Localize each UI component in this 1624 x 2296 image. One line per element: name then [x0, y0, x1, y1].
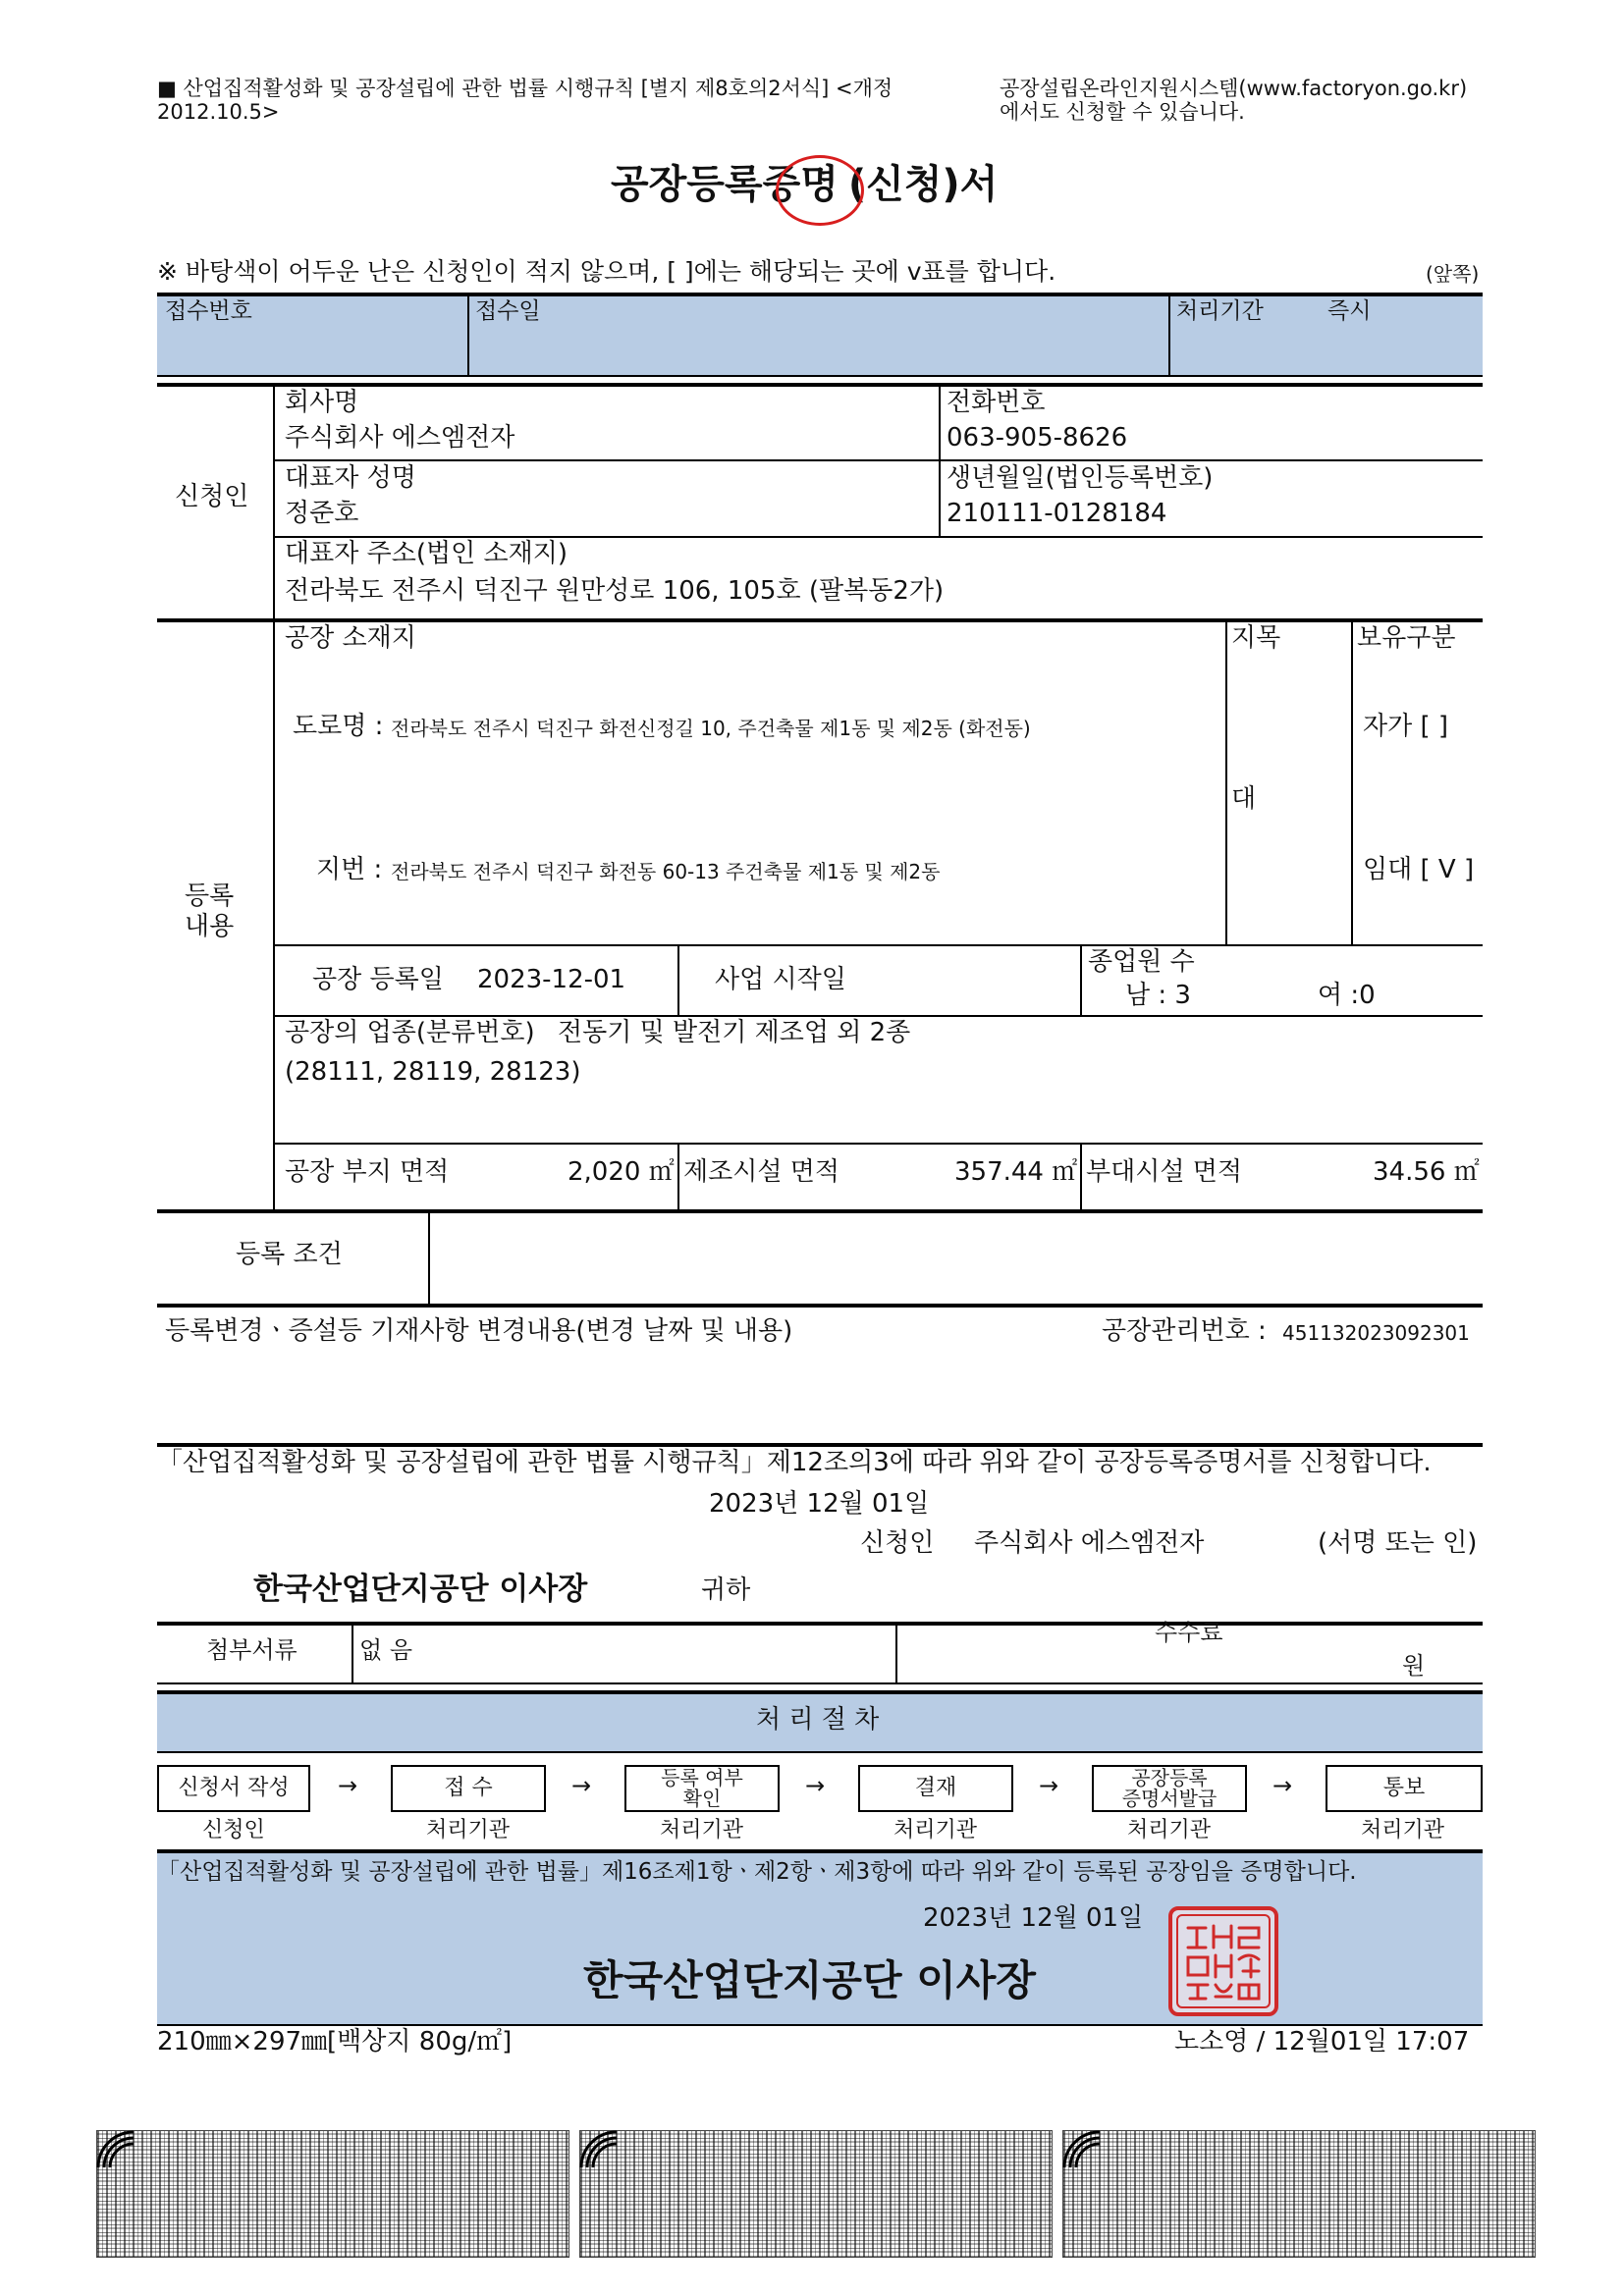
addressee: 한국산업단지공단 이사장	[253, 1572, 588, 1607]
row-line	[273, 1143, 1483, 1145]
registration-top-line	[157, 618, 1483, 622]
form-reference	[157, 77, 893, 124]
red-circle-mark	[776, 155, 864, 226]
auxiliary-area-label: 부대시설 면적	[1086, 1157, 1242, 1187]
step-application: 신청서 작성	[157, 1765, 310, 1812]
changes-label: 등록변경ㆍ증설등 기재사항 변경내용(변경 날짜 및 내용)	[165, 1316, 793, 1346]
divider	[428, 1213, 430, 1304]
road-address-label: 도로명 :	[293, 712, 384, 741]
row-line	[273, 1015, 1483, 1017]
certification-text: 「산업집적활성화 및 공장설립에 관한 법률」제16조제1항ㆍ제2항ㆍ제3항에 따라 위와 같이 등록된 공장임을 증명합니다.	[157, 1859, 1357, 1885]
step-actor: 처리기관	[1127, 1818, 1212, 1842]
notice-text: ※ 바탕색이 어두운 난은 신청인이 적지 않으며, [ ]에는 해당되는 곳에 v표를 합니다.	[157, 257, 1056, 286]
representative-value: 정준호	[285, 499, 359, 528]
employees-male: 남 : 3	[1125, 981, 1191, 1010]
step-issuance: 공장등록 증명서발급	[1092, 1765, 1247, 1812]
industry-codes: (28111, 28119, 28123)	[285, 1057, 581, 1087]
lot-address-value: 전라북도 전주시 덕진구 화전동 60-13 주건축물 제1동 및 제2동	[391, 860, 941, 883]
step-receipt: 접 수	[391, 1765, 546, 1812]
applicant-top-line	[157, 383, 1483, 387]
receipt-shaded-area	[157, 296, 1483, 375]
signature-note: (서명 또는 인)	[1318, 1528, 1478, 1558]
divider	[273, 622, 275, 1209]
arrow-icon: →	[571, 1772, 592, 1799]
registration-date-label: 공장 등록일	[312, 965, 444, 994]
factory-location-label: 공장 소재지	[285, 623, 416, 653]
arrow-icon: →	[1039, 1772, 1059, 1799]
online-notice-line2: 에서도 신청할 수 있습니다.	[1000, 100, 1245, 125]
fee-unit: 원	[1402, 1652, 1426, 1680]
ownership-label: 보유구분	[1357, 623, 1456, 653]
title-part1: 공장등록	[611, 162, 763, 207]
applicant-sign-value: 주식회사 에스엠전자	[974, 1528, 1205, 1558]
divider	[677, 946, 679, 1015]
processing-period-label: 처리기간	[1176, 298, 1264, 324]
attachments-bottom-line	[157, 1682, 1483, 1684]
conditions-bottom-line	[157, 1304, 1483, 1308]
business-start-label: 사업 시작일	[715, 965, 846, 994]
lot-address-label: 지번 :	[316, 855, 383, 884]
arrow-icon: →	[338, 1772, 358, 1799]
ownership-lease-option: 임대 [ V ]	[1363, 855, 1475, 884]
birth-regno-value: 210111-0128184	[947, 499, 1167, 528]
applicant-sign-label: 신청인	[860, 1528, 935, 1558]
address-value: 전라북도 전주시 덕진구 원만성로 106, 105호 (팔복동2가)	[285, 576, 945, 606]
auxiliary-area-value: 34.56 ㎡	[1373, 1157, 1480, 1187]
manufacturing-area-label: 제조시설 면적	[683, 1157, 839, 1187]
applicant-section-label: 신청인	[175, 482, 249, 511]
employees-female: 여 :0	[1318, 981, 1376, 1010]
registration-label-line1: 등록	[185, 881, 235, 911]
management-number-label: 공장관리번호 :	[1102, 1316, 1267, 1346]
registration-label-line2: 내용	[185, 912, 235, 942]
divider	[677, 1145, 679, 1209]
row-line	[273, 536, 1483, 538]
fee-label: 수수료	[1155, 1619, 1223, 1646]
procedure-line	[157, 1751, 1483, 1753]
conditions-top-line	[157, 1209, 1483, 1213]
declaration-top-line	[157, 1443, 1483, 1447]
divider	[939, 387, 941, 536]
receipt-number-label: 접수번호	[165, 298, 252, 324]
attachments-label: 첨부서류	[206, 1636, 298, 1664]
registration-section-label	[185, 881, 234, 942]
management-number-value: 451132023092301	[1282, 1321, 1470, 1345]
barcode-corner-mark	[579, 2130, 619, 2169]
phone-label: 전화번호	[947, 388, 1046, 417]
page-side-label: (앞쪽)	[1426, 262, 1480, 286]
addressee-honorific: 귀하	[701, 1575, 751, 1605]
land-category-label: 지목	[1231, 623, 1281, 653]
certification-date: 2023년 12월 01일	[923, 1903, 1144, 1933]
official-seal	[1168, 1906, 1278, 2016]
divider	[273, 387, 275, 618]
step-actor: 신청인	[202, 1818, 265, 1842]
registration-date-value: 2023-12-01	[477, 965, 626, 994]
arrow-icon: →	[1272, 1772, 1293, 1799]
phone-value: 063-905-8626	[947, 423, 1128, 453]
road-address-value: 전라북도 전주시 덕진구 화전신정길 10, 주건축물 제1동 및 제2동 (화전동)	[391, 717, 1031, 740]
receipt-bottom-line	[157, 375, 1483, 377]
title-circled: 증명	[762, 162, 839, 207]
registration-conditions-label: 등록 조건	[236, 1240, 343, 1269]
declaration-text: 「산업집적활성화 및 공장설립에 관한 법률 시행규칙」제12조의3에 따라 위와 같이 공장등록증명서를 신청합니다.	[157, 1448, 1432, 1477]
employees-label: 종업원 수	[1088, 947, 1195, 977]
step-actor: 처리기관	[893, 1818, 978, 1842]
step-approval: 결재	[858, 1765, 1013, 1812]
document-barcode-1	[96, 2130, 569, 2258]
manufacturing-area-value: 357.44 ㎡	[954, 1157, 1078, 1187]
representative-label: 대표자 성명	[285, 463, 416, 493]
step-actor: 처리기관	[426, 1818, 511, 1842]
arrow-icon: →	[805, 1772, 826, 1799]
ownership-own-option: 자가 [ ]	[1363, 712, 1449, 741]
divider	[352, 1626, 353, 1682]
receipt-date-label: 접수일	[475, 298, 541, 324]
divider	[1225, 622, 1227, 944]
industry-label: 공장의 업종(분류번호)	[285, 1018, 535, 1047]
step-actor: 처리기관	[1361, 1818, 1445, 1842]
document-barcode-2	[579, 2130, 1053, 2258]
birth-regno-label: 생년월일(법인등록번호)	[947, 463, 1214, 493]
divider	[1168, 296, 1170, 375]
address-label: 대표자 주소(법인 소재지)	[285, 539, 568, 568]
step-review: 등록 여부 확인	[624, 1765, 780, 1812]
printed-by: 노소영 / 12월01일 17:07	[1174, 2027, 1470, 2056]
processing-period-value: 즉시	[1327, 298, 1372, 324]
document-barcode-3	[1062, 2130, 1536, 2258]
divider	[1351, 622, 1353, 944]
online-notice-line1: 공장설립온라인지원시스템(www.factoryon.go.kr)	[1000, 77, 1468, 100]
procedure-title: 처 리 절 차	[756, 1705, 880, 1735]
declaration-date: 2023년 12월 01일	[709, 1489, 930, 1519]
seal-glyphs	[1182, 1920, 1265, 2002]
divider	[1080, 946, 1082, 1015]
company-name-label: 회사명	[285, 388, 359, 417]
site-area-label: 공장 부지 면적	[285, 1157, 450, 1187]
divider	[467, 296, 469, 375]
paper-spec: 210㎜×297㎜[백상지 80g/㎡]	[157, 2027, 513, 2056]
certification-bottom-line	[157, 2024, 1483, 2026]
divider	[895, 1626, 897, 1682]
barcode-corner-mark	[1062, 2130, 1102, 2169]
form-reference-line2: 2012.10.5>	[157, 100, 280, 125]
attachments-top-line	[157, 1622, 1483, 1626]
step-notification: 통보	[1326, 1765, 1483, 1812]
online-notice	[1000, 77, 1467, 124]
issuer-name: 한국산업단지공단 이사장	[583, 1956, 1036, 2004]
industry-value: 전동기 및 발전기 제조업 외 2종	[558, 1018, 911, 1047]
company-name-value: 주식회사 에스엠전자	[285, 423, 515, 453]
title-part2: (신청)서	[847, 162, 999, 207]
barcode-corner-mark	[96, 2130, 135, 2169]
step-actor: 처리기관	[660, 1818, 744, 1842]
attachments-value: 없 음	[359, 1636, 412, 1664]
form-reference-line1: ■ 산업집적활성화 및 공장설립에 관한 법률 시행규칙 [별지 제8호의2서식] <개정	[157, 77, 893, 100]
site-area-value: 2,020 ㎡	[568, 1157, 675, 1187]
row-line	[273, 944, 1483, 946]
row-line	[273, 459, 1483, 461]
land-category-value: 대	[1231, 784, 1257, 814]
divider	[1080, 1145, 1082, 1209]
